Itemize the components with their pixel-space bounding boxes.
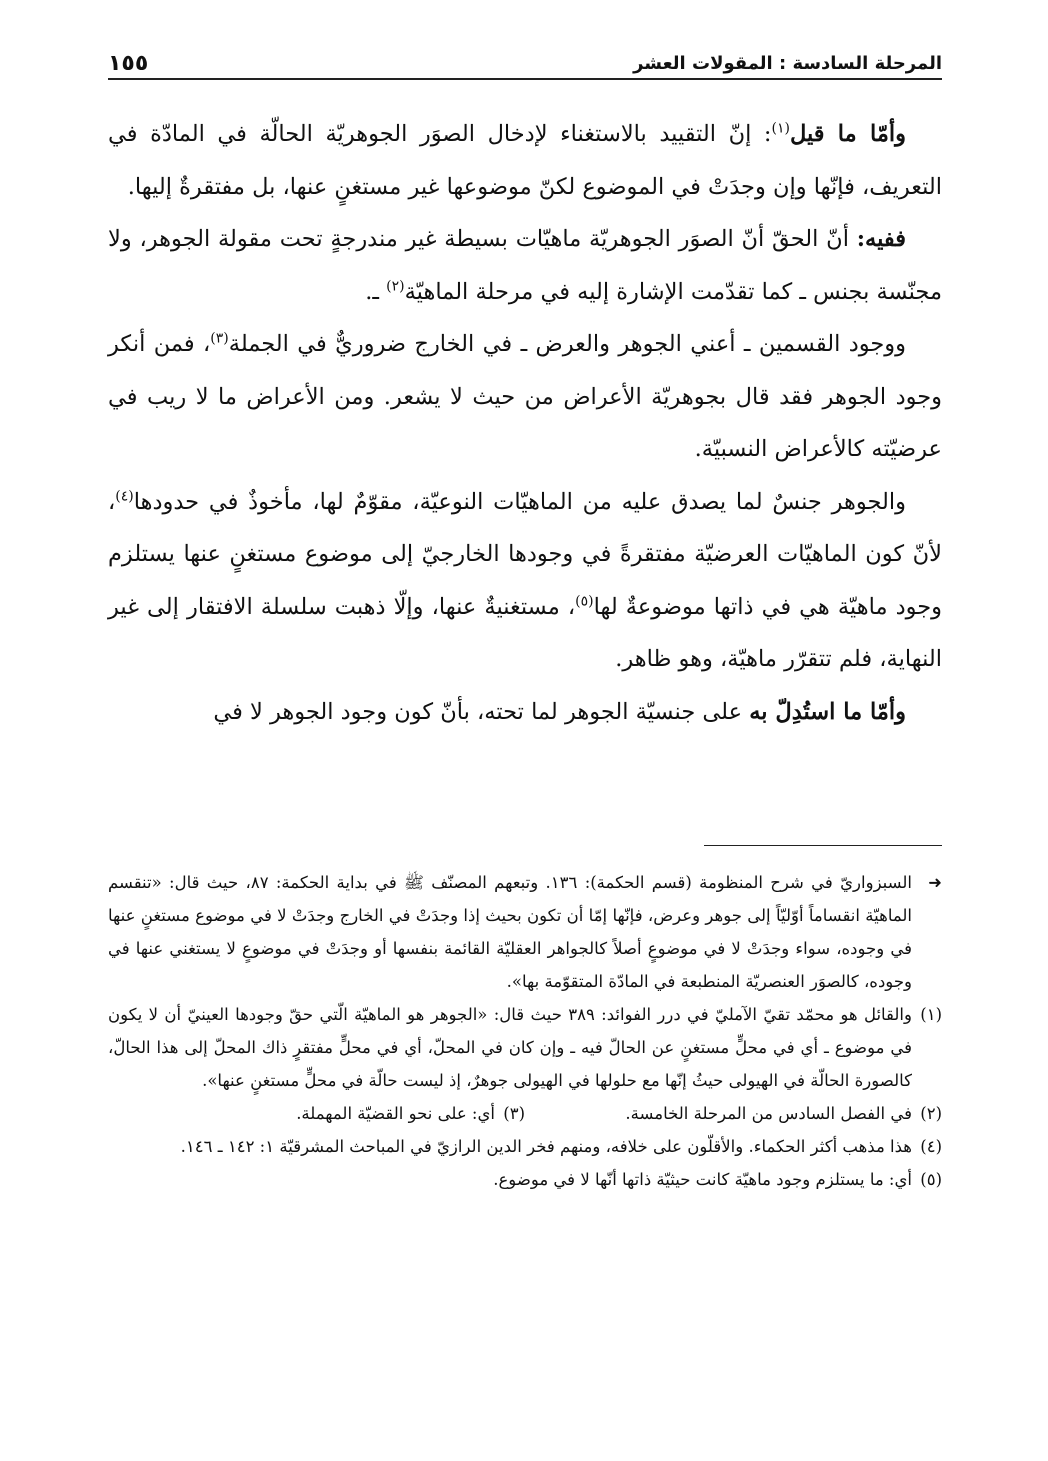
footnote-text: أي: ما يستلزم وجود ماهيّة كانت حيثيّة ذاتها أنّها لا في موضوع. [493, 1170, 912, 1189]
page-number: ١٥٥ [108, 51, 149, 76]
footnote-pair-2-3 [108, 1097, 942, 1130]
footnote-text: أي: على نحو القضيّة المهملة. [296, 1104, 495, 1123]
footnote-5 [108, 1163, 942, 1196]
footnote-text: والقائل هو محمّد تقيّ الآمليّ في درر الفوائد: ٣٨٩ حيث قال: «الجوهر هو الماهيّة الّتي حقّ وجودها العينيّ أن لا يكون في موضوع ـ أي في محلٍّ مستغنٍ عن الحالّ فيه ـ وإن كان في المحلّ، أي في محلٍّ مفتقرٍ ذاك المحلّ إلى هذا الحالّ، كالصورة الحالّة في الهيولى حيثُ إنّها مع حلولها في الهيولى جوهرٌ، إذ ليست حالّة في محلٍّ مستغنٍ عنها». [108, 1005, 912, 1090]
p3-text: ووجود القسمين ـ أعني الجوهر والعرض ـ في الخارج ضروريٌّ في الجملة [228, 331, 907, 357]
p5-lead: وأمّا ما استُدِلّ به [749, 698, 906, 725]
running-title: المرحلة السادسة : المقولات العشر [633, 53, 942, 74]
footnote-continuation [108, 866, 942, 998]
footnote-marker: (٥) [920, 1170, 942, 1189]
footnote-ref-1[interactable]: (١) [771, 120, 790, 137]
footnote-ref-2[interactable]: (٢) [386, 278, 405, 294]
footnote-text: هذا مذهب أكثر الحكماء. والأقلّون على خلافه، ومنهم فخر الدين الرازيّ في المباحث المشرقيّة ١: ١٤٢ ـ ١٤٦. [180, 1137, 912, 1156]
main-text [108, 108, 942, 738]
footnote-marker: (٣) [503, 1104, 525, 1123]
footnote-marker: (٤) [920, 1137, 942, 1156]
footnote-4 [108, 1130, 942, 1163]
p4-text: والجوهر جنسٌ لما يصدق عليه من الماهيّات النوعيّة، مقوّمٌ لها، مأخوذٌ في حدودها [133, 488, 906, 515]
paragraph-4 [108, 476, 942, 686]
paragraph-5 [108, 686, 942, 739]
footnote-ref-3[interactable]: (٣) [210, 330, 229, 347]
continuation-arrow-icon: ➜ [928, 873, 942, 892]
p5-text: على جنسيّة الجوهر لما تحته، بأنّ كون وجود الجوهر لا في [213, 698, 750, 725]
paragraph-1 [108, 108, 942, 213]
footnote-marker: (٢) [920, 1104, 942, 1123]
footnote-3 [108, 1097, 525, 1130]
p1-lead: وأمّا ما قيل [789, 121, 906, 147]
p4-mid: ، لأنّ كون الماهيّات العرضيّة مفتقرةً في وجودها الخارجيّ إلى موضوع مستغنٍ عنها يستلزم وجود ماهيّة هي في ذاتها موضوعةٌ لها [108, 488, 942, 620]
footnote-text: في الفصل السادس من المرحلة الخامسة. [625, 1104, 912, 1123]
paragraph-3 [108, 318, 942, 476]
p2-text: أنّ الحقّ أنّ الصوَر الجوهريّة ماهيّات بسيطة غير مندرجةٍ تحت مقولة الجوهر، ولا مجنّسة بجنس ـ كما تقدّمت الإشارة إليه في مرحلة الماهيّة [108, 226, 942, 305]
p2-tail: ـ. [365, 278, 387, 305]
footnote-continuation-text: السبزواريّ في شرح المنظومة (قسم الحكمة): ١٣٦. وتبعهم المصنّف ﷺ في بداية الحكمة: ٨٧، حيث قال: «تنقسم الماهيّة انقساماً أوّليّاً إلى جوهر وعرض، فإنّها إمّا أن تكون بحيث إذا وجدَتْ في الخارج وجدَتْ لا في موضوع مستغنٍ عنها في وجوده، سواء وجدَتْ لا في موضوعٍ أصلاً كالجواهر العقليّة القائمة بنفسها أو وجدَتْ في موضوعٍ لا يستغني عنها في وجوده، كالصوَر العنصريّة المنطبعة في المادّة المتقوّمة بها». [108, 873, 912, 991]
p1-text: : إنّ التقييد بالاستغناء لإدخال الصوَر الجوهريّة الحالّة في المادّة في التعريف، فإنّها وإن وجدَتْ في الموضوع لكنّ موضوعها غير مستغنٍ عنها، بل مفتقرةٌ إليها. [108, 121, 942, 200]
paragraph-2 [108, 213, 942, 318]
footnotes [108, 866, 942, 1196]
footnote-1 [108, 998, 942, 1097]
footnote-ref-5[interactable]: (٥) [575, 593, 594, 609]
footnote-marker: (١) [920, 1005, 942, 1024]
footnote-2 [525, 1097, 942, 1130]
p3-tail: ، فمن أنكر وجود الجوهر فقد قال بجوهريّة الأعراض من حيث لا يشعر. ومن الأعراض ما لا ريب في عرضيّته كالأعراض النسبيّة. [108, 331, 942, 462]
p2-lead: ففيه: [856, 226, 906, 252]
p4-tail: ، مستغنيةٌ عنها، وإلّا ذهبت سلسلة الافتقار إلى غير النهاية، فلم تتقرّر ماهيّة، وهو ظاهر. [108, 593, 942, 672]
page-header [108, 40, 942, 80]
footnote-divider [704, 845, 942, 846]
footnote-ref-4[interactable]: (٤) [115, 488, 134, 504]
